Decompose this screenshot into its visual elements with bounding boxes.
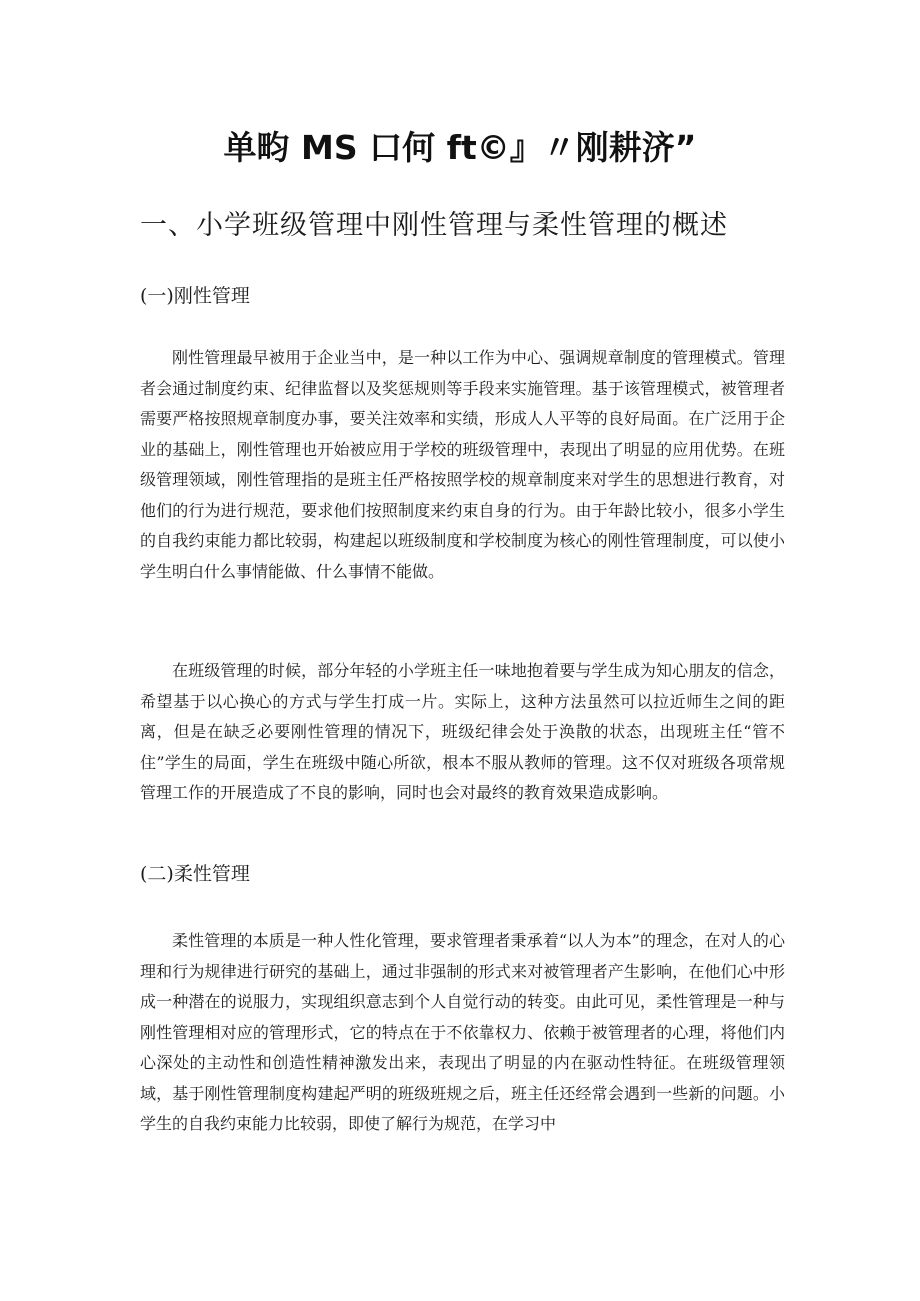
section-heading: 一、小学班级管理中刚性管理与柔性管理的概述 — [140, 210, 728, 241]
subsection-heading-rigid: (一)刚性管理 — [140, 285, 250, 307]
paragraph-class-discipline: 在班级管理的时候，部分年轻的小学班主任一味地抱着要与学生成为知心朋友的信念，希望基于以心换心的方式与学生打成一片。实际上，这种方法虽然可以拉近师生之间的距离，但是在缺乏必要刚性管理的情况下，班级纪律会处于涣散的状态，出现班主任“管不住”学生的局面，学生在班级中随心所欲，根本不服从教师的管理。这不仅对班级各项常规管理工作的开展造成了不良的影响，同时也会对最终的教育效果造成影响。 — [140, 661, 785, 802]
paragraph-flexible-management: 柔性管理的本质是一种人性化管理，要求管理者秉承着“以人为本”的理念，在对人的心理和行为规律进行研究的基础上，通过非强制的形式来对被管理者产生影响，在他们心中形成一种潜在的说服力，实现组织意志到个人自觉行动的转变。由此可见，柔性管理是一种与刚性管理相对应的管理形式，它的特点在于不依靠权力、依赖于被管理者的心理，将他们内心深处的主动性和创造性精神激发出来，表现出了明显的内在驱动性特征。在班级管理领域，基于刚性管理制度构建起严明的班级班规之后，班主任还经常会遇到一些新的问题。小学生的自我约束能力比较弱，即使了解行为规范，在学习中 — [140, 931, 785, 1133]
paragraph-rigid-management: 刚性管理最早被用于企业当中，是一种以工作为中心、强调规章制度的管理模式。管理者会通过制度约束、纪律监督以及奖惩规则等手段来实施管理。基于该管理模式，被管理者需要严格按照规章制度办事，要关注效率和实绩，形成人人平等的良好局面。在广泛用于企业的基础上，刚性管理也开始被应用于学校的班级管理中，表现出了明显的应用优势。在班级管理领域，刚性管理指的是班主任严格按照学校的规章制度来对学生的思想进行教育，对他们的行为进行规范，要求他们按照制度来约束自身的行为。由于年龄比较小，很多小学生的自我约束能力都比较弱，构建起以班级制度和学校制度为核心的刚性管理制度，可以使小学生明白什么事情能做、什么事情不能做。 — [140, 348, 785, 581]
subsection-heading-flexible: (二)柔性管理 — [140, 863, 250, 885]
document-title: 单畇 MS 口何 ft©』〃刚耕济” — [223, 128, 697, 167]
